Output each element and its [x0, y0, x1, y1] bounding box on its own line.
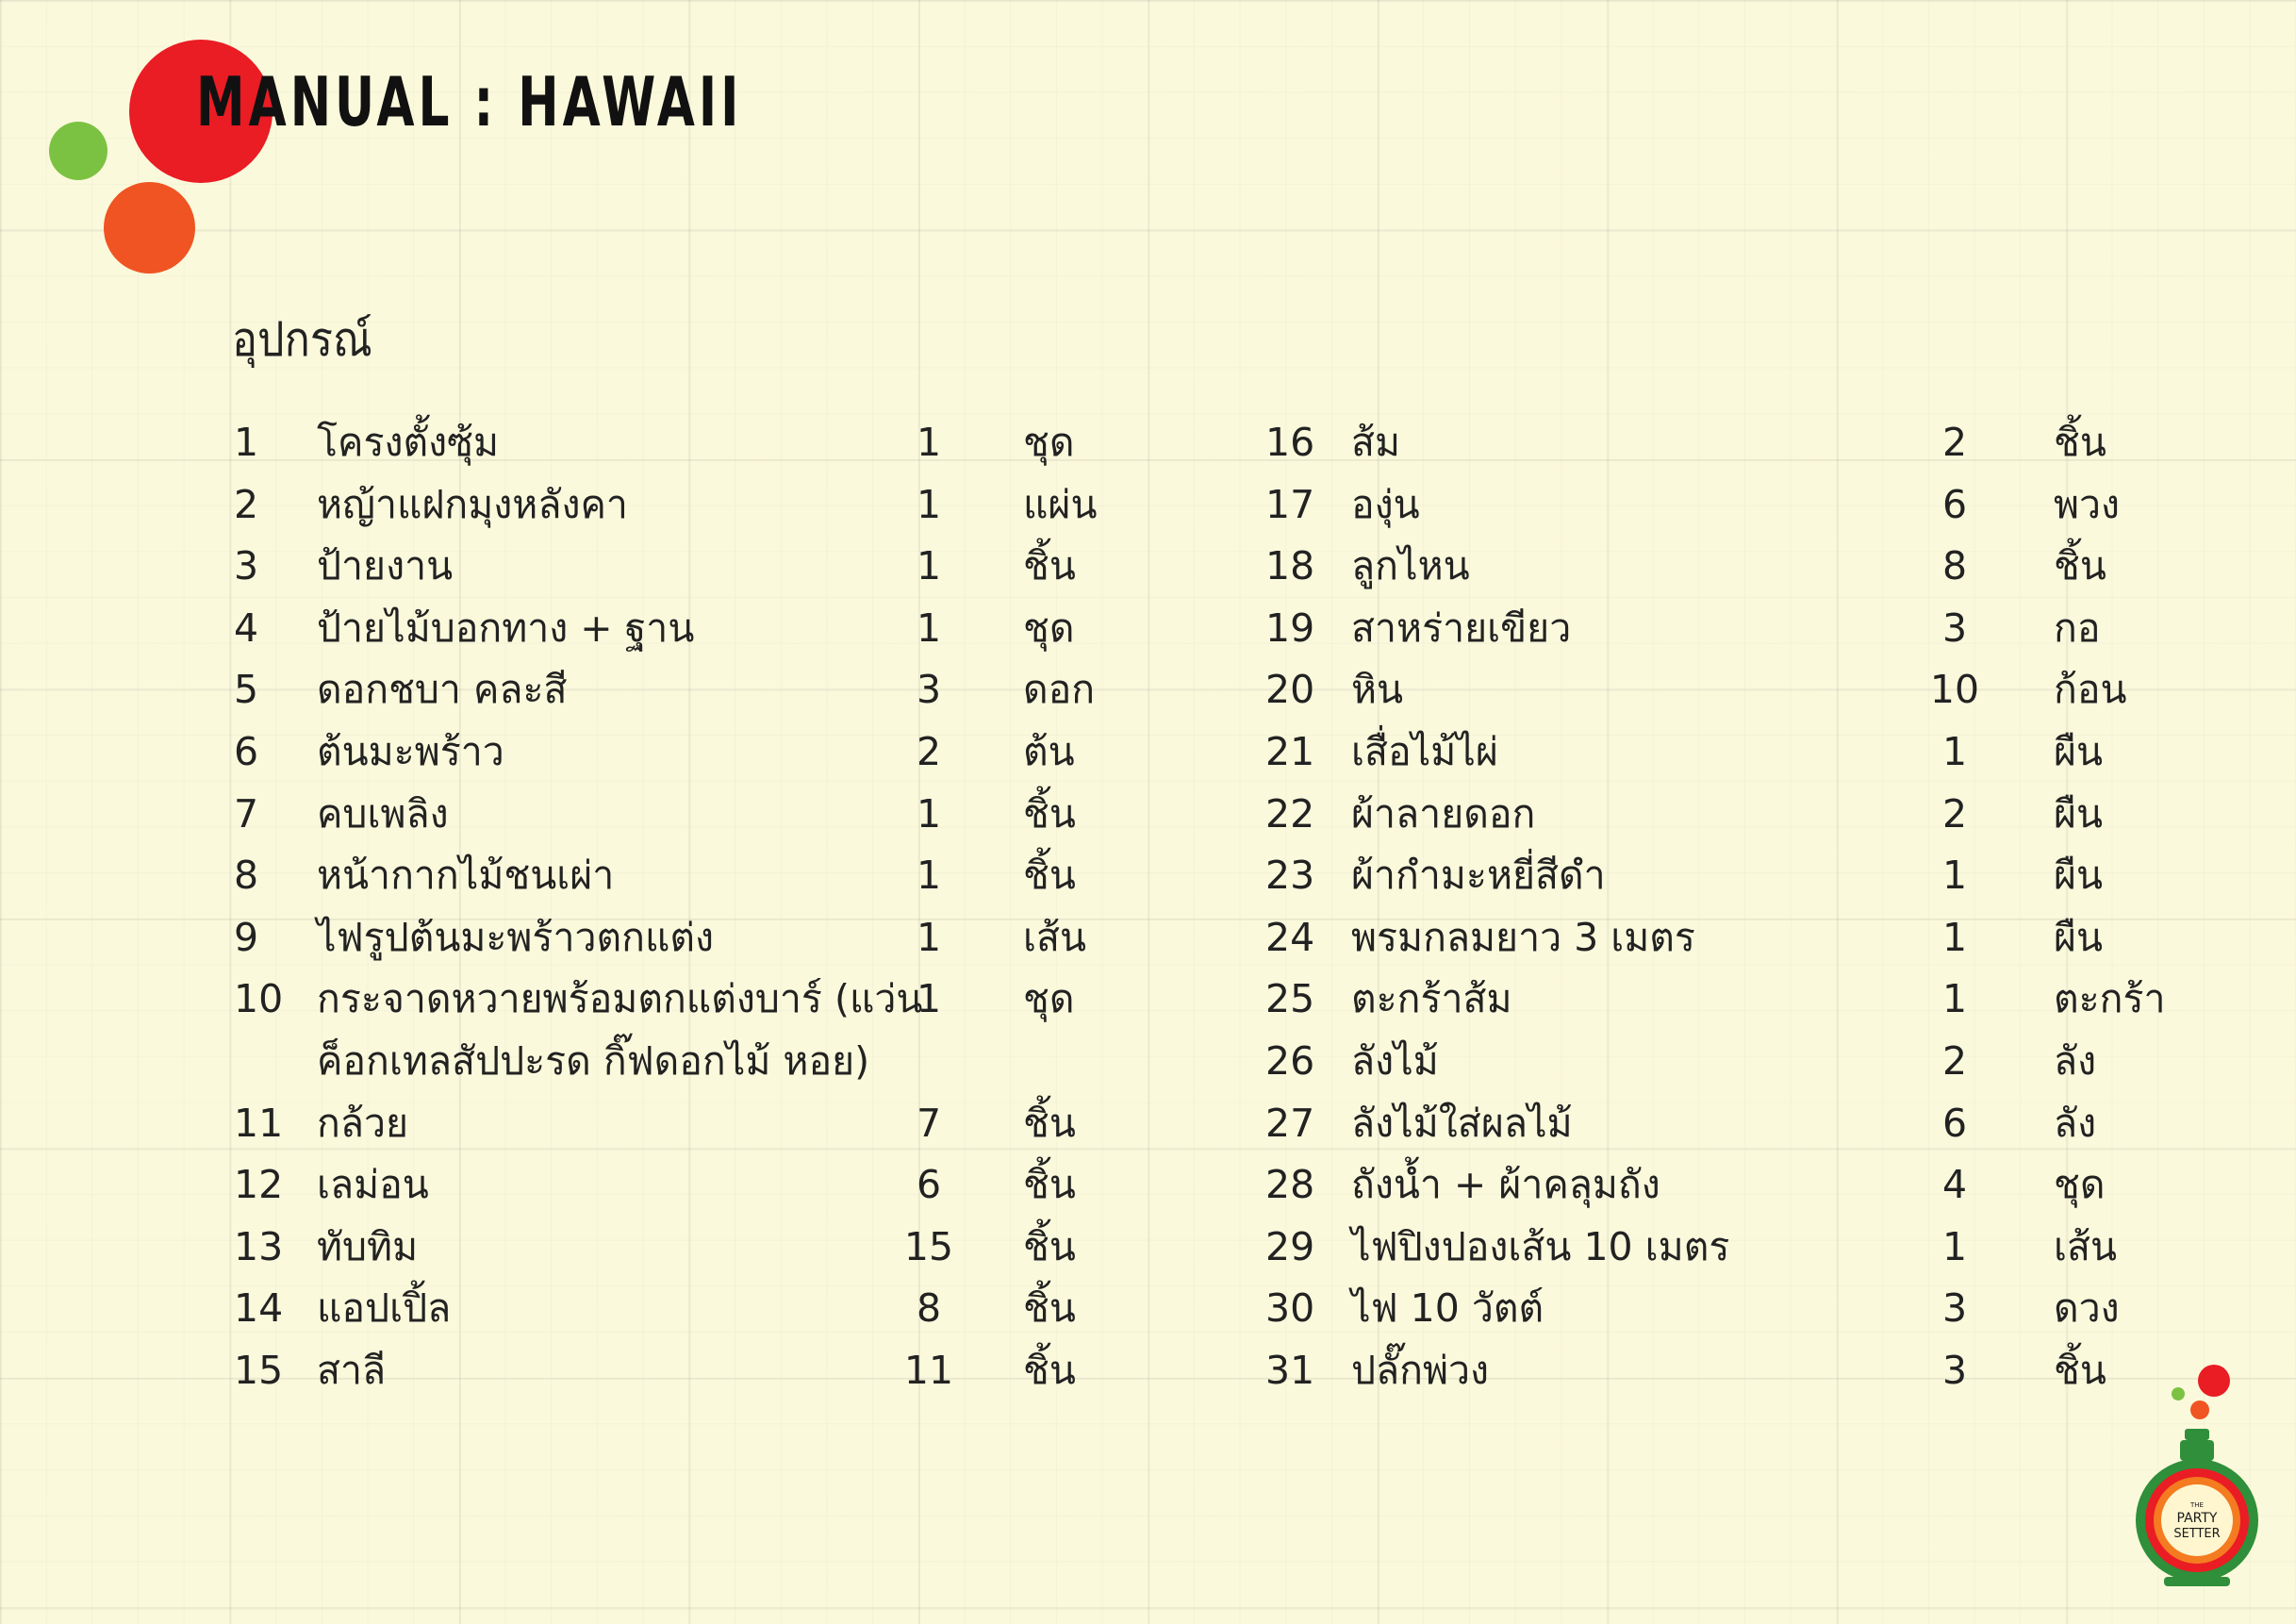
item-name: ไฟปิงปองเส้น 10 เมตร: [1351, 1223, 1730, 1269]
item-unit: ลัง: [2054, 1038, 2097, 1084]
item-unit: ดวง: [2054, 1285, 2120, 1332]
item-name: ลังไม้: [1351, 1038, 1439, 1084]
item-number: 21: [1265, 729, 1315, 774]
item-unit: ชิ้น: [1023, 1223, 1076, 1269]
item-quantity: 1: [916, 605, 942, 651]
item-number: 6: [234, 729, 259, 774]
item-number: 8: [234, 853, 259, 899]
item-name: ค็อกเทลสัปปะรด กิ๊ฟดอกไม้ หอย): [317, 1038, 870, 1084]
logo-red-dot: [2198, 1365, 2230, 1397]
item-quantity: 15: [903, 1223, 954, 1269]
item-number: 31: [1265, 1348, 1315, 1393]
item-name: สาลี: [317, 1348, 387, 1393]
item-name: ดอกชบา คละสี: [317, 667, 568, 713]
item-name: ทับทิม: [317, 1223, 419, 1269]
item-unit: ผืน: [2054, 729, 2104, 774]
item-number: 24: [1265, 914, 1315, 960]
item-quantity: 3: [1941, 1348, 1968, 1393]
item-quantity: 1: [1941, 729, 1968, 774]
item-name: พรมกลมยาว 3 เมตร: [1351, 914, 1695, 960]
item-name: ป้ายไม้บอกทาง + ฐาน: [317, 605, 695, 651]
item-name: โครงตั้งซุ้ม: [317, 420, 499, 465]
item-number: 9: [234, 914, 259, 960]
logo-text-setter: SETTER: [2173, 1527, 2221, 1541]
item-number: 19: [1265, 605, 1315, 651]
item-unit: ชิ้น: [1023, 1285, 1076, 1332]
item-quantity: 3: [1941, 605, 1968, 651]
item-number: 28: [1265, 1162, 1315, 1208]
item-unit: ชุด: [1023, 605, 1075, 651]
item-quantity: 6: [916, 1162, 942, 1208]
item-name: กระจาดหวายพร้อมตกแต่งบาร์ (แว่น: [317, 976, 923, 1022]
item-name: ถังน้ำ + ผ้าคลุมถัง: [1351, 1162, 1660, 1208]
item-unit: ชุด: [1023, 976, 1075, 1022]
item-number: 7: [234, 790, 259, 837]
item-unit: เส้น: [1023, 914, 1087, 960]
item-unit: ชิ้น: [1023, 790, 1076, 837]
item-unit: ชิ้น: [1023, 853, 1076, 899]
item-name: สาหร่ายเขียว: [1351, 605, 1572, 651]
item-unit: ชิ้น: [1023, 1162, 1076, 1208]
item-number: 12: [234, 1162, 284, 1208]
item-number: 22: [1265, 790, 1315, 837]
page-title: MANUAL : HAWAII: [196, 62, 743, 141]
item-quantity: 3: [916, 667, 942, 713]
item-quantity: 1: [1941, 914, 1968, 960]
item-unit: ชุด: [2054, 1162, 2106, 1208]
item-name: ผ้าลายดอก: [1351, 790, 1536, 837]
item-number: 25: [1265, 976, 1315, 1022]
item-number: 13: [234, 1223, 284, 1269]
item-name: ป้ายงาน: [317, 543, 454, 589]
item-name: ลังไม้ใส่ผลไม้: [1351, 1100, 1573, 1146]
logo-orange-dot: [2190, 1400, 2209, 1419]
item-unit: ชิ้น: [2054, 1348, 2106, 1393]
item-unit: ก้อน: [2054, 667, 2127, 713]
item-quantity: 6: [1941, 1100, 1968, 1146]
item-unit: ชิ้น: [1023, 1348, 1076, 1393]
item-quantity: 2: [1941, 420, 1968, 465]
item-number: 1: [234, 420, 259, 465]
item-unit: ชิ้น: [2054, 543, 2106, 589]
item-number: 27: [1265, 1100, 1315, 1146]
item-number: 29: [1265, 1223, 1315, 1269]
item-name: เสื่อไม้ไผ่: [1351, 729, 1498, 774]
item-quantity: 1: [1941, 1223, 1968, 1269]
item-name: ไฟ 10 วัตต์: [1351, 1285, 1544, 1332]
item-quantity: 3: [1941, 1285, 1968, 1332]
item-quantity: 2: [1941, 790, 1968, 837]
item-number: 23: [1265, 853, 1315, 899]
item-unit: ชิ้น: [1023, 1100, 1076, 1146]
item-quantity: 1: [916, 481, 942, 527]
item-number: 18: [1265, 543, 1315, 589]
item-quantity: 1: [916, 853, 942, 899]
item-quantity: 7: [916, 1100, 942, 1146]
item-number: 11: [234, 1100, 284, 1146]
decorative-green-circle: [49, 122, 107, 180]
item-name: ไฟรูปต้นมะพร้าวตกแต่ง: [317, 914, 715, 960]
item-name: เลม่อน: [317, 1162, 429, 1208]
item-name: กล้วย: [317, 1100, 408, 1146]
item-name: คบเพลิง: [317, 790, 449, 837]
item-unit: ชุด: [1023, 420, 1075, 465]
item-quantity: 1: [1941, 976, 1968, 1022]
item-number: 30: [1265, 1285, 1315, 1332]
item-quantity: 1: [916, 914, 942, 960]
item-name: ตะกร้าส้ม: [1351, 976, 1512, 1022]
item-unit: ต้น: [1023, 729, 1075, 774]
section-heading: อุปกรณ์: [232, 312, 372, 367]
item-unit: พวง: [2054, 481, 2121, 527]
item-unit: ผืน: [2054, 853, 2104, 899]
logo-text-party: PARTY: [2176, 1511, 2218, 1526]
item-quantity: 2: [1941, 1038, 1968, 1084]
item-quantity: 1: [916, 976, 942, 1022]
item-quantity: 1: [916, 543, 942, 589]
item-number: 5: [234, 667, 259, 713]
item-name: องุ่น: [1351, 481, 1420, 527]
item-number: 10: [234, 976, 284, 1022]
item-name: ส้ม: [1351, 420, 1401, 465]
decorative-orange-circle: [104, 182, 195, 273]
item-quantity: 11: [903, 1348, 954, 1393]
item-number: 16: [1265, 420, 1315, 465]
item-quantity: 4: [1941, 1162, 1968, 1208]
item-number: 17: [1265, 481, 1315, 527]
item-unit: ผืน: [2054, 914, 2104, 960]
item-unit: กอ: [2054, 605, 2101, 651]
item-name: หน้ากากไม้ชนเผ่า: [317, 853, 615, 899]
item-number: 20: [1265, 667, 1315, 713]
item-unit: แผ่น: [1023, 481, 1098, 527]
item-name: ต้นมะพร้าว: [317, 729, 504, 774]
item-number: 15: [234, 1348, 284, 1393]
item-quantity: 8: [1941, 543, 1968, 589]
item-number: 14: [234, 1285, 284, 1332]
item-name: ลูกไหน: [1351, 543, 1470, 589]
logo-text-the: THE: [2190, 1501, 2204, 1509]
item-number: 26: [1265, 1038, 1315, 1084]
item-unit: ชิ้น: [2054, 420, 2106, 465]
item-unit: เส้น: [2054, 1223, 2118, 1269]
item-number: 3: [234, 543, 259, 589]
item-name: หิน: [1351, 667, 1404, 713]
item-name: แอปเปิ้ล: [317, 1285, 452, 1332]
item-unit: ตะกร้า: [2054, 976, 2166, 1022]
party-setter-logo: [2126, 1358, 2268, 1594]
logo-green-dot: [2172, 1387, 2185, 1400]
item-quantity: 1: [916, 420, 942, 465]
item-name: หญ้าแฝกมุงหลังคา: [317, 481, 628, 527]
item-name: ปลั๊กพ่วง: [1351, 1348, 1490, 1393]
item-quantity: 10: [1929, 667, 1980, 713]
item-quantity: 6: [1941, 481, 1968, 527]
item-unit: ดอก: [1023, 667, 1096, 713]
item-quantity: 1: [916, 790, 942, 837]
item-unit: ลัง: [2054, 1100, 2097, 1146]
item-number: 4: [234, 605, 259, 651]
item-unit: ชิ้น: [1023, 543, 1076, 589]
item-quantity: 8: [916, 1285, 942, 1332]
item-quantity: 1: [1941, 853, 1968, 899]
item-name: ผ้ากำมะหยี่สีดำ: [1351, 853, 1606, 899]
item-unit: ผืน: [2054, 790, 2104, 837]
item-number: 2: [234, 481, 259, 527]
item-quantity: 2: [916, 729, 942, 774]
